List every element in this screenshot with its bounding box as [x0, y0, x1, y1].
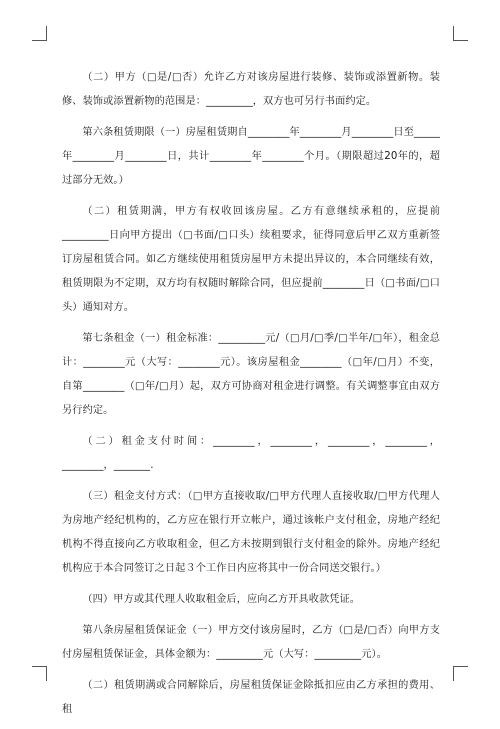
paragraph-deposit: 第八条房屋租赁保证金（一）甲方交付该房屋时，乙方（□是/□否）向甲方支付房屋租赁保证金，具体金额为：_________元（大写：_________元）。 — [62, 625, 440, 660]
paragraph-renovation: （二）甲方（□是/□否）允许乙方对该房屋进行装修、装饰或添置新物。装修、装饰或添置新物的范围是：_________，双方也可另行书面约定。 — [62, 72, 440, 107]
paragraph-payment-time: （二）租金支付时间：________，________，________，________，________，_______. — [62, 436, 440, 471]
paragraph-receipt: （四）甲方或其代理人收取租金后，应向乙方开具收款凭证。 — [82, 594, 361, 605]
crop-mark-top-left — [32, 26, 47, 41]
crop-mark-bottom-right — [453, 666, 468, 681]
paragraph-lease-term: 第六条租赁期限（一）房屋租赁期自________年________月________日至_____年________月________日，共计________年________个月。（期限超过20年的，超过部分无效。） — [62, 127, 440, 186]
paragraph-lease-expiry: （二）租赁期满，甲方有权收回该房屋。乙方有意继续承租的，应提前_________日向甲方提出（□书面/□口头）续租要求，征得同意后甲乙双方重新签订房屋租赁合同。如乙方继续使用租赁房屋甲方未提出异议的，本合同继续有效，租赁期限为不定期，双方均有权随时解除合同，但应提前________日（□书面/□口头）通知对方。 — [62, 206, 440, 313]
paragraph-payment-method: （三）租金支付方式：（□甲方直接收取/□甲方代理人直接收取/□甲方代理人为房地产经纪机构的，乙方应在银行开立帐户，通过该帐户支付租金，房地产经纪机构不得直接向乙方收取租金，但乙方未按期到银行支付租金的除外。房地产经纪机构应于本合同签订之日起３个工作日内应将其中一份合同送交银行。） — [62, 491, 440, 574]
paragraph-rent-standard: 第七条租金（一）租金标准：_________元/（□月/□季/□半年/□年），租金总计：________元（大写：________元）。该房屋租金________（□年/□月）不变，自第________（□年/□月）起，双方可协商对租金进行调整。有关调整事宜由双方另行约定。 — [62, 333, 440, 416]
paragraph-deposit-refund: （二）租赁期满或合同解除后，房屋租赁保证金除抵扣应由乙方承担的费用、租 — [62, 680, 440, 715]
crop-mark-bottom-left — [32, 666, 47, 681]
crop-mark-top-right — [453, 26, 468, 41]
document-body — [62, 66, 440, 729]
